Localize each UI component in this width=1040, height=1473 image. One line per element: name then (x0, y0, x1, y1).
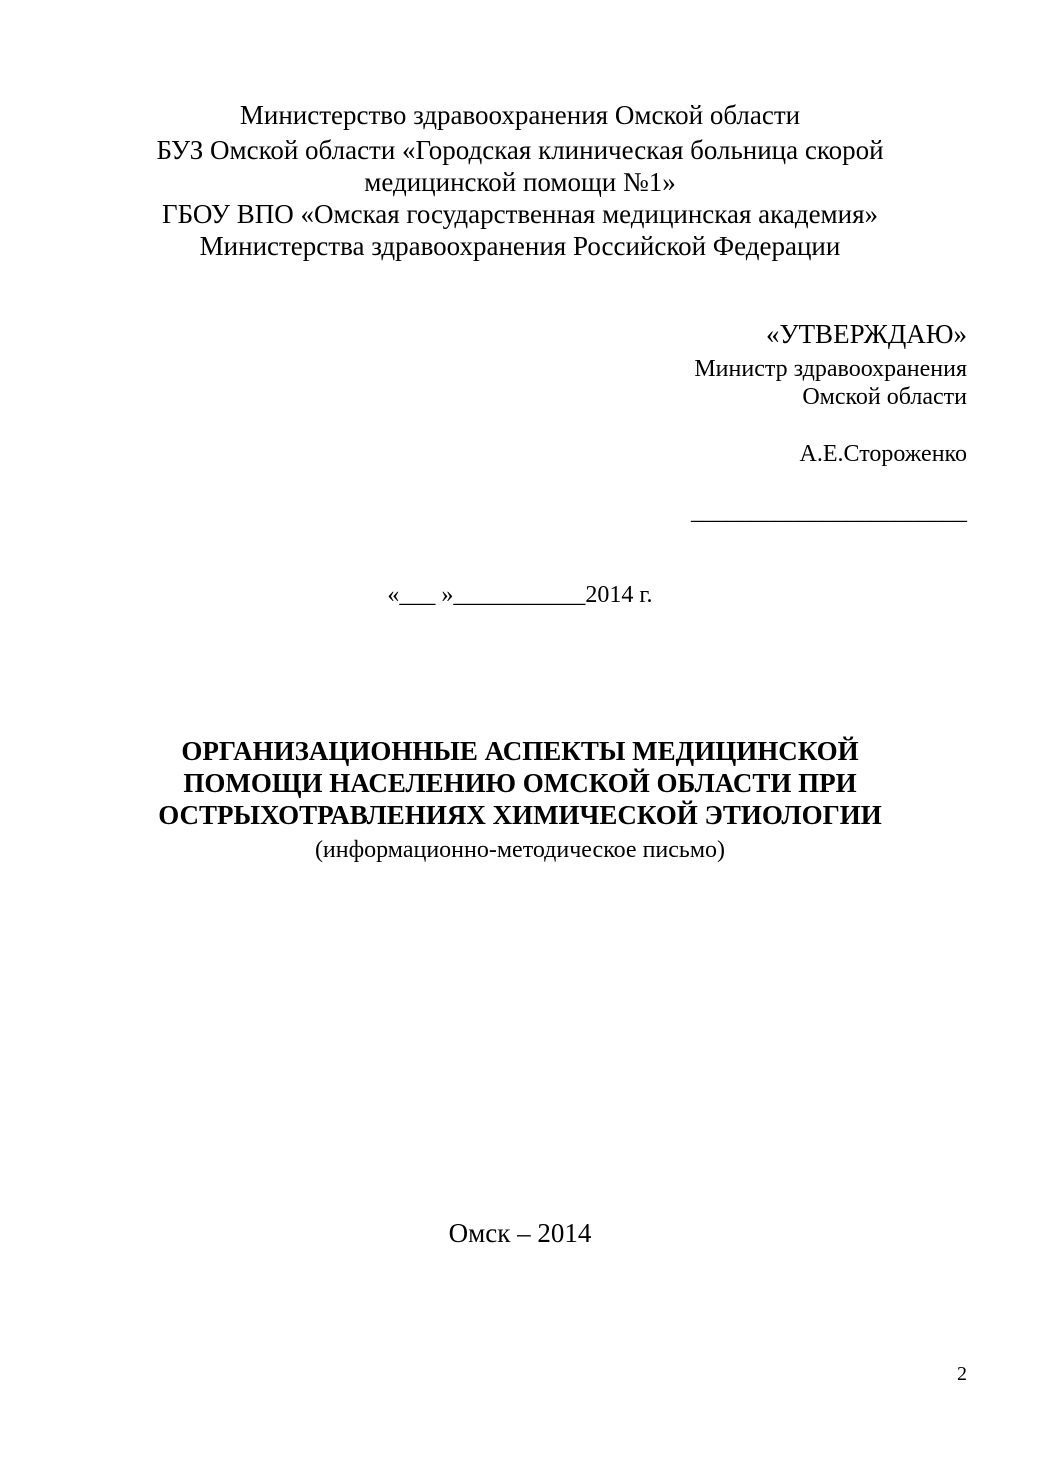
header-line-hospital: БУЗ Омской области «Городская клиническая больница скорой (156, 135, 884, 165)
signature-line: _______________________ (691, 499, 967, 525)
header-line-academy: ГБОУ ВПО «Омская государственная медицинская академия» (161, 199, 879, 229)
title-line-1: ОРГАНИЗАЦИОННЫЕ АСПЕКТЫ МЕДИЦИНСКОЙ (181, 736, 859, 766)
approval-position-line2: Омской области (802, 384, 967, 410)
header-line-hospital-cont: медицинской помощи №1» (364, 167, 676, 197)
date-line: «___ »___________2014 г. (387, 582, 653, 608)
approval-name: А.Е.Стороженко (799, 441, 967, 467)
approval-position-line1: Министр здравоохранения (694, 356, 967, 382)
title-line-3: ОСТРЫХОТРАВЛЕНИЯХ ХИМИЧЕСКОЙ ЭТИОЛОГИИ (158, 800, 882, 830)
header-line-ministry: Министерство здравоохранения Омской области (239, 100, 801, 130)
approval-heading: «УТВЕРЖДАЮ» (765, 319, 967, 349)
title-line-2: ПОМОЩИ НАСЕЛЕНИЮ ОМСКОЙ ОБЛАСТИ ПРИ (183, 768, 857, 798)
title-subtitle: (информационно-методическое письмо) (314, 837, 726, 863)
header-line-federation: Министерства здравоохранения Российской Федерации (199, 231, 841, 261)
page-number: 2 (957, 1363, 967, 1385)
place-year: Омск – 2014 (448, 1218, 592, 1248)
